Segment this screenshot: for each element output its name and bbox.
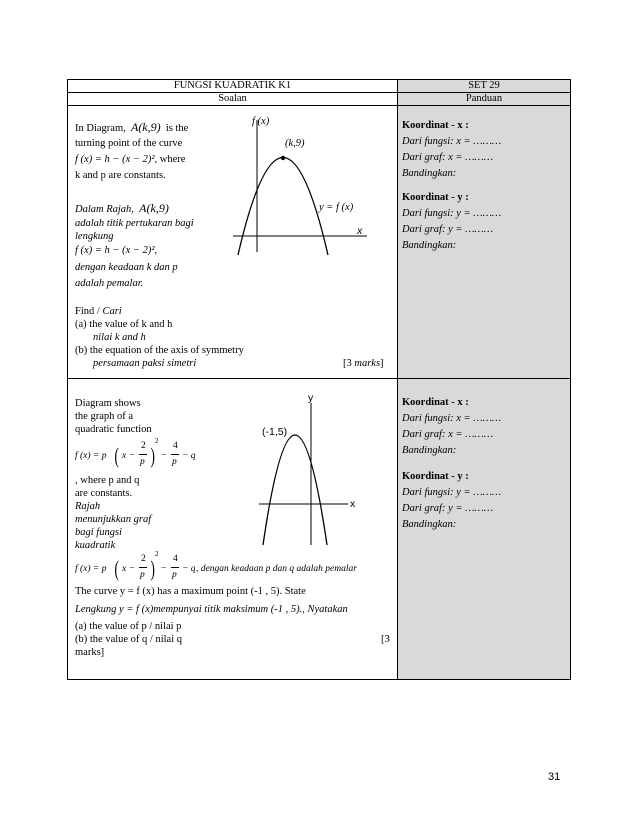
q1-line-4: k and p are constants.	[75, 170, 166, 181]
q1-ms-line-3: lengkung	[75, 231, 114, 242]
guide2-kx-2: Dari graf: x = ………	[402, 429, 494, 440]
q2-line-3: quadratic function	[75, 424, 152, 435]
subheader-row	[68, 93, 571, 106]
q2-line-1: Diagram shows	[75, 398, 141, 409]
guide2-kx-3: Bandingkan:	[402, 445, 457, 456]
q2-formula-ms-lparen: (	[114, 556, 119, 581]
q1-find: Find / Cari	[75, 306, 122, 317]
q2-line-6: are constants.	[75, 488, 133, 499]
q2-graph	[255, 395, 375, 555]
q1-graph-point-label: (k,9)	[285, 138, 305, 149]
q2-parabola	[263, 435, 327, 545]
q1-ms-line-5: dengan keadaan k dan p	[75, 262, 178, 273]
guide2-ky-title: Koordinat - y :	[402, 471, 469, 482]
q2-formula-ms	[75, 550, 405, 586]
q1-graph	[225, 112, 375, 262]
q2-formula-num1: 2	[141, 441, 146, 451]
q2-formula-ms-num1: 2	[141, 554, 146, 564]
q2-formula-ms-minus: −	[161, 564, 167, 574]
q1-ms-line-6: adalah pemalar.	[75, 278, 144, 289]
q1-part-b-ms: persamaan paksi simetri	[93, 358, 197, 369]
q1-part-a: (a) the value of k and h	[75, 319, 173, 330]
q1-ms-line-2: adalah titik pertukaran bagi	[75, 218, 194, 229]
soalan-cell: Soalan	[68, 93, 398, 106]
guide1-kx-2: Dari graf: x = ………	[402, 152, 494, 163]
q1-parabola	[238, 158, 328, 256]
q2-formula-square: 2	[155, 437, 159, 445]
q2-formula-inner: x −	[122, 451, 136, 461]
q1-graph-curve-label: y = f (x)	[319, 202, 354, 213]
set-cell: SET 29	[398, 80, 571, 93]
q1-line-2: turning point of the curve	[75, 138, 183, 149]
guide1-kx-1: Dari fungsi: x = ………	[402, 136, 502, 147]
guide1-kx-title	[402, 120, 469, 131]
guide1-kx-title-text: Koordinat - x :	[402, 120, 469, 131]
q2-formula-ms-num2: 4	[173, 554, 178, 564]
q2-part-a: (a) the value of p / nilai p	[75, 621, 182, 632]
q2-marks-1: [3	[381, 634, 390, 645]
q2-line-2: the graph of a	[75, 411, 134, 422]
q2-formula-lhs: f (x) = p	[75, 451, 107, 461]
q1-ms-line-1: Dalam Rajah, A(k,9)	[75, 201, 169, 215]
q2-formula-lparen: (	[114, 443, 119, 468]
q1-graph-x-label: x	[357, 225, 363, 237]
guide1-ky-title: Koordinat - y :	[402, 192, 469, 203]
q2-line-5: , where p and q	[75, 475, 140, 486]
guide1-ky-2: Dari graf: y = ………	[402, 224, 494, 235]
q2-line-9: bagi fungsi	[75, 527, 122, 538]
q1-ms-line-4: f (x) = h − (x − 2)²,	[75, 245, 158, 256]
q2-formula-den1: p	[140, 457, 145, 467]
q1-graph-fx-label: f (x)	[252, 116, 270, 127]
guide1-kx-3: Bandingkan:	[402, 168, 457, 179]
header-row	[68, 80, 571, 93]
guide2-ky-3: Bandingkan:	[402, 519, 457, 530]
q2-graph-x-label: x	[350, 498, 356, 510]
q2-marks-2: marks]	[75, 647, 105, 658]
title-cell: FUNGSI KUADRATIK K1	[68, 80, 398, 93]
q2-graph-y-label: y	[308, 392, 314, 404]
q2-curve-en: The curve y = f (x) has a maximum point (-1 , 5). State	[75, 586, 306, 597]
q2-formula	[75, 437, 205, 473]
q2-line-8: menunjukkan graf	[75, 514, 152, 525]
q1-line-3: f (x) = h − (x − 2)², where	[75, 154, 186, 165]
q2-graph-point-label: (-1,5)	[262, 426, 288, 438]
q1-marks: [3 marks]	[343, 358, 384, 369]
guide2-ky-2: Dari graf: y = ………	[402, 503, 494, 514]
panduan-cell: Panduan	[398, 93, 571, 106]
q2-formula-ms-tail: − q	[182, 564, 196, 574]
guide2-kx-title: Koordinat - x :	[402, 397, 469, 408]
q2-formula-ms-inner: x −	[122, 564, 136, 574]
guide2-kx-1: Dari fungsi: x = ………	[402, 413, 502, 424]
q1-part-a-ms: nilai k and h	[93, 332, 146, 343]
guide1-ky-1: Dari fungsi: y = ………	[402, 208, 502, 219]
q2-formula-rparen: )	[150, 443, 155, 468]
q2-formula-ms-lhs: f (x) = p	[75, 564, 107, 574]
q2-formula-ms-den2: p	[172, 570, 177, 580]
q1-turning-point	[281, 156, 285, 160]
q2-formula-ms-text: , dengan keadaan p dan q adalah pemalar	[196, 564, 357, 574]
guide2-ky-1: Dari fungsi: y = ………	[402, 487, 502, 498]
q2-part-b: (b) the value of q / nilai q	[75, 634, 183, 645]
q2-curve-ms: Lengkung y = f (x)mempunyai titik maksimum (-1 , 5)., Nyatakan	[75, 604, 348, 615]
q2-line-7: Rajah	[75, 501, 101, 512]
q2-line-10: kuadratik	[75, 540, 116, 551]
q2-formula-ms-rparen: )	[150, 556, 155, 581]
q1-line-1: In Diagram, A(k,9) is the	[75, 120, 189, 134]
q2-formula-ms-den1: p	[140, 570, 145, 580]
q2-formula-minus: −	[161, 451, 167, 461]
q2-formula-num2: 4	[173, 441, 178, 451]
q2-formula-ms-square: 2	[155, 550, 159, 558]
q2-formula-den2: p	[172, 457, 177, 467]
page-number: 31	[548, 771, 561, 783]
guide1-ky-3: Bandingkan:	[402, 240, 457, 251]
q1-part-b: (b) the equation of the axis of symmetry	[75, 345, 244, 356]
q2-formula-tail: − q	[182, 451, 196, 461]
